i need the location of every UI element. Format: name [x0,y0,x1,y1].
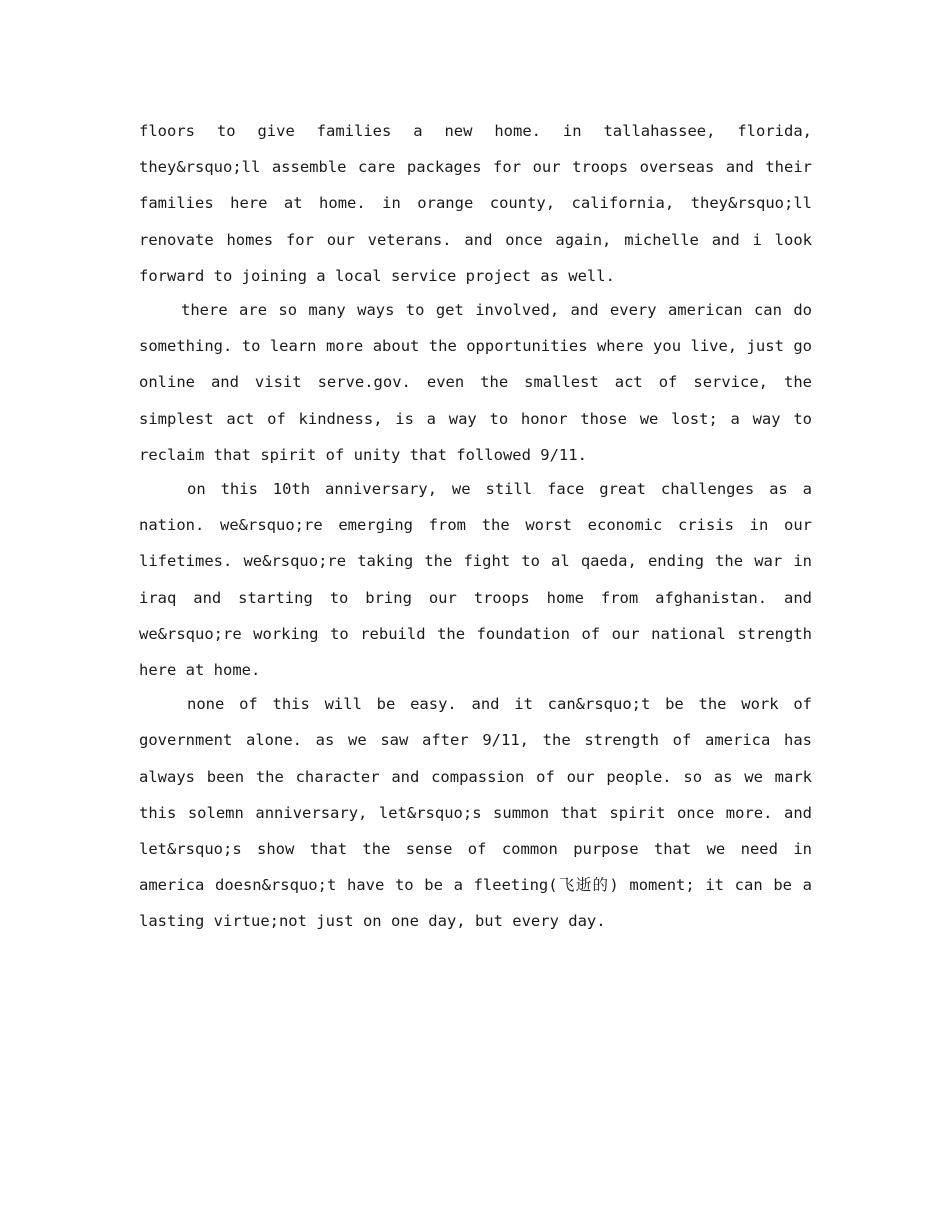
paragraph-2: there are so many ways to get involved, and every american can do something. to learn more about the opportunities where you live, just go online and visit serve.gov. even the smallest act of service, the simplest act of kindness, is a way to honor those we lost; a way to reclaim that spirit of unity that followed 9/11. [139,301,812,464]
paragraph-3: on this 10th anniversary, we still face great challenges as a nation. we&rsquo;re emerging from the worst economic crisis in our lifetimes. we&rsquo;re taking the fight to al qaeda, ending the war in iraq and starting to bring our troops home from afghanistan. and we&rsquo;re working to rebuild the foundation of our national strength here at home. [139,480,812,680]
body-text [139,113,812,938]
paragraph-1: floors to give families a new home. in tallahassee, florida, they&rsquo;ll assemble care packages for our troops overseas and their families here at home. in orange county, california, they&rsquo;ll renovate homes for our veterans. and once again, michelle and i look forward to joining a local service project as well. [139,122,812,285]
paragraph-4: none of this will be easy. and it can&rsquo;t be the work of government alone. as we saw after 9/11, the strength of america has always been the character and compassion of our people. so as we mark this solemn anniversary, let&rsquo;s summon that spirit once more. and let&rsquo;s show that the sense of common purpose that we need in america doesn&rsquo;t have to be a fleeting(飞逝的) moment; it can be a lasting virtue;not just on one day, but every day. [139,695,812,931]
